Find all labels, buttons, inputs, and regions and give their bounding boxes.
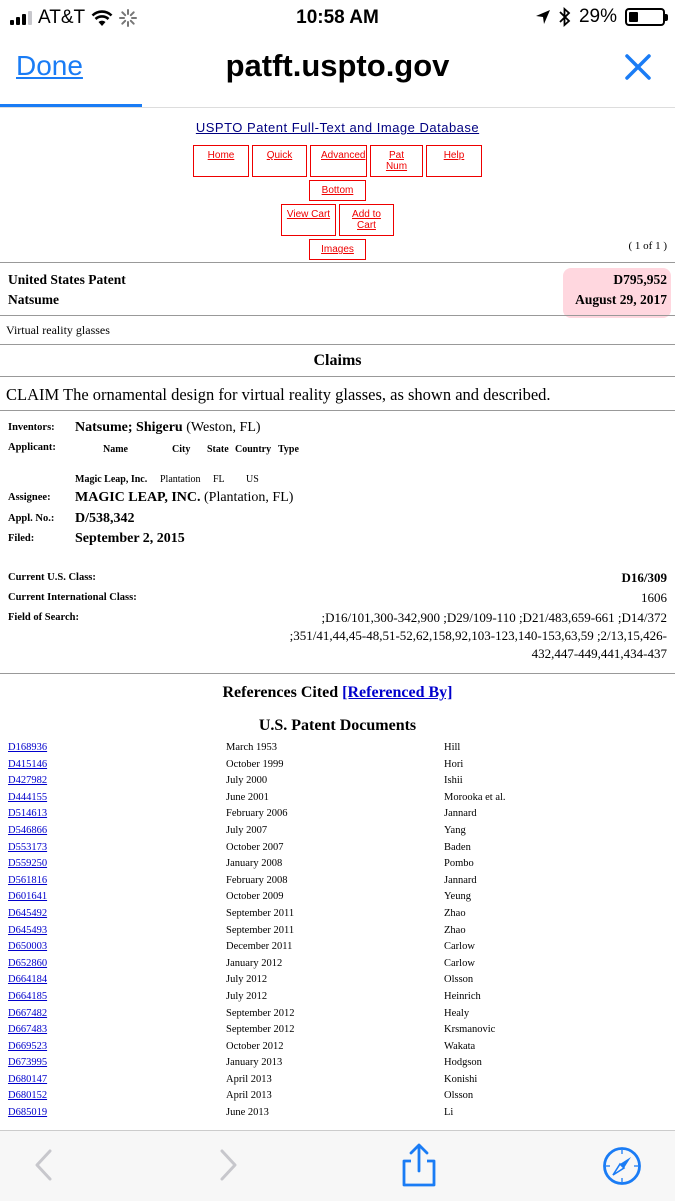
patent-number-link[interactable]: D664185 xyxy=(8,990,48,1002)
patent-number-link[interactable]: D427982 xyxy=(8,775,48,787)
references-table xyxy=(8,742,668,1124)
applicant-col-city: City xyxy=(172,444,191,455)
page-host-title: patft.uspto.gov xyxy=(225,48,450,83)
reference-date: December 2011 xyxy=(226,941,293,953)
reference-inventor: Carlow xyxy=(444,957,475,969)
web-page xyxy=(0,110,675,1119)
reference-inventor: Pombo xyxy=(444,858,474,870)
patent-number-link[interactable]: D645492 xyxy=(8,907,48,919)
images-button[interactable]: Images xyxy=(309,239,366,260)
reference-inventor: Zhao xyxy=(444,907,466,919)
advanced-button[interactable]: Advanced xyxy=(310,145,367,177)
table-row xyxy=(8,1024,668,1041)
reference-inventor: Morooka et al. xyxy=(444,791,506,803)
forward-icon[interactable] xyxy=(218,1148,240,1182)
patent-number-link[interactable]: D645493 xyxy=(8,924,48,936)
table-row xyxy=(8,1107,668,1124)
patent-number-link[interactable]: D664184 xyxy=(8,974,48,986)
applicant-col-type: Type xyxy=(278,444,299,455)
table-row xyxy=(8,825,668,842)
patent-number-link[interactable]: D667483 xyxy=(8,1024,48,1036)
browser-toolbar xyxy=(0,1130,675,1201)
patent-number-link[interactable]: D680147 xyxy=(8,1073,48,1085)
reference-date: February 2008 xyxy=(226,874,288,886)
appl-no-value: D/538,342 xyxy=(75,511,135,526)
table-row xyxy=(8,792,668,809)
us-class-value: D16/309 xyxy=(621,570,667,585)
appl-no-label: Appl. No.: xyxy=(8,513,55,524)
reference-date: January 2012 xyxy=(226,957,283,969)
applicant-label: Applicant: xyxy=(8,442,56,453)
safari-compass-icon[interactable] xyxy=(602,1146,642,1186)
reference-date: October 2009 xyxy=(226,891,284,903)
patent-number-link[interactable]: D514613 xyxy=(8,808,48,820)
table-row xyxy=(8,775,668,792)
intl-class-label: Current International Class: xyxy=(8,592,137,603)
reference-date: February 2006 xyxy=(226,808,288,820)
applicant-col-name: Name xyxy=(103,444,128,455)
reference-date: July 2007 xyxy=(226,824,268,836)
back-icon[interactable] xyxy=(32,1148,54,1182)
table-row xyxy=(8,958,668,975)
table-row xyxy=(8,908,668,925)
reference-date: September 2012 xyxy=(226,1007,295,1019)
patent-number-link[interactable]: D559250 xyxy=(8,858,48,870)
reference-date: September 2012 xyxy=(226,1024,295,1036)
field-of-search-line: ;D16/101,300-342,900 ;D29/109-110 ;D21/483,659-661 ;D14/372 xyxy=(321,610,667,625)
reference-date: March 1953 xyxy=(226,742,278,753)
page-count: ( 1 of 1 ) xyxy=(628,240,667,252)
assignee-label: Assignee: xyxy=(8,492,51,503)
close-icon[interactable] xyxy=(621,50,655,84)
filed-value: September 2, 2015 xyxy=(75,531,185,546)
inventors-label: Inventors: xyxy=(8,422,55,433)
reference-date: July 2012 xyxy=(226,990,268,1002)
reference-date: October 1999 xyxy=(226,758,284,770)
table-row xyxy=(8,742,668,759)
assignee-location: (Plantation, FL) xyxy=(204,490,294,505)
patent-number-link[interactable]: D415146 xyxy=(8,758,48,770)
table-row xyxy=(8,808,668,825)
table-row xyxy=(8,759,668,776)
patent-number-link[interactable]: D685019 xyxy=(8,1107,48,1119)
browser-nav-bar xyxy=(0,36,675,106)
patent-number-link[interactable]: D680152 xyxy=(8,1090,48,1102)
claim-text: CLAIM The ornamental design for virtual reality glasses, as shown and described. xyxy=(6,385,551,404)
share-icon[interactable] xyxy=(401,1143,437,1187)
location-arrow-icon xyxy=(535,9,551,25)
reference-date: January 2013 xyxy=(226,1057,283,1069)
reference-date: June 2001 xyxy=(226,791,269,803)
table-row xyxy=(8,1008,668,1025)
reference-date: April 2013 xyxy=(226,1073,272,1085)
bluetooth-icon xyxy=(559,7,571,27)
table-row xyxy=(8,858,668,875)
reference-date: June 2013 xyxy=(226,1107,269,1119)
view-cart-button[interactable]: View Cart xyxy=(281,204,336,236)
patent-number-link[interactable]: D561816 xyxy=(8,874,48,886)
reference-inventor: Olsson xyxy=(444,1090,474,1102)
help-button[interactable]: Help xyxy=(426,145,482,177)
table-row xyxy=(8,891,668,908)
reference-inventor: Carlow xyxy=(444,941,475,953)
done-button[interactable]: Done xyxy=(16,50,83,81)
patent-number-link[interactable]: D546866 xyxy=(8,824,48,836)
reference-inventor: Hill xyxy=(444,742,461,753)
claims-heading: Claims xyxy=(313,352,362,369)
referenced-by-link[interactable]: [Referenced By] xyxy=(342,684,453,701)
reference-inventor: Olsson xyxy=(444,974,474,986)
reference-inventor: Hori xyxy=(444,758,464,770)
patent-number-link[interactable]: D652860 xyxy=(8,957,48,969)
add-to-cart-button[interactable]: Add to Cart xyxy=(339,204,394,236)
patent-number-link[interactable]: D168936 xyxy=(8,742,48,753)
reference-inventor: Wakata xyxy=(444,1040,476,1052)
battery-percent: 29% xyxy=(578,6,617,27)
reference-inventor: Heinrich xyxy=(444,990,481,1002)
table-row xyxy=(8,991,668,1008)
patent-number-link[interactable]: D650003 xyxy=(8,941,48,953)
table-row xyxy=(8,1074,668,1091)
reference-inventor: Jannard xyxy=(444,874,477,886)
us-class-label: Current U.S. Class: xyxy=(8,572,96,583)
home-button[interactable]: Home xyxy=(193,145,249,177)
patent-number-link[interactable]: D673995 xyxy=(8,1057,48,1069)
patent-number-link[interactable]: D667482 xyxy=(8,1007,48,1019)
reference-inventor: Healy xyxy=(444,1007,470,1019)
reference-inventor: Ishii xyxy=(444,775,463,787)
table-row xyxy=(8,974,668,991)
reference-inventor: Baden xyxy=(444,841,471,853)
applicant-country: US xyxy=(246,474,259,485)
applicant-name: Magic Leap, Inc. xyxy=(75,474,148,485)
pat-num-button[interactable]: Pat Num xyxy=(370,145,423,177)
reference-date: April 2013 xyxy=(226,1090,272,1102)
patent-number: D795,952 xyxy=(613,272,667,287)
table-row xyxy=(8,1057,668,1074)
reference-date: October 2007 xyxy=(226,841,284,853)
inventor-short: Natsume xyxy=(8,292,59,307)
carrier-label: AT&T xyxy=(38,7,86,28)
reference-inventor: Hodgson xyxy=(444,1057,482,1069)
inventor-name: Natsume; Shigeru xyxy=(75,420,183,435)
patent-number-link[interactable]: D669523 xyxy=(8,1040,48,1052)
table-row xyxy=(8,842,668,859)
table-row xyxy=(8,1041,668,1058)
references-heading: References Cited xyxy=(222,684,339,701)
applicant-city: Plantation xyxy=(160,474,201,485)
assignee-name: MAGIC LEAP, INC. xyxy=(75,490,201,505)
status-bar xyxy=(0,0,675,36)
battery-icon xyxy=(625,8,665,26)
patent-number-link[interactable]: D553173 xyxy=(8,841,48,853)
field-of-search-line: 432,447-449,441,434-437 xyxy=(531,646,667,661)
reference-date: September 2011 xyxy=(226,907,295,919)
applicant-state: FL xyxy=(213,474,225,485)
table-row xyxy=(8,941,668,958)
reference-date: October 2012 xyxy=(226,1040,284,1052)
intl-class-value: 1606 xyxy=(641,590,667,605)
reference-date: September 2011 xyxy=(226,924,295,936)
patent-number-link[interactable]: D444155 xyxy=(8,791,48,803)
field-of-search-label: Field of Search: xyxy=(8,612,79,623)
us-patent-documents-heading: U.S. Patent Documents xyxy=(258,717,417,734)
clock: 10:58 AM xyxy=(296,7,379,28)
bottom-button[interactable]: Bottom xyxy=(309,180,366,201)
table-row xyxy=(8,1090,668,1107)
patent-type: United States Patent xyxy=(8,272,126,287)
applicant-col-country: Country xyxy=(235,444,272,455)
reference-date: July 2000 xyxy=(226,775,268,787)
reference-date: January 2008 xyxy=(226,858,283,870)
reference-inventor: Li xyxy=(444,1107,454,1119)
database-title-link[interactable]: USPTO Patent Full-Text and Image Database xyxy=(195,120,480,135)
filed-label: Filed: xyxy=(8,533,35,544)
quick-button[interactable]: Quick xyxy=(252,145,307,177)
inventor-location: (Weston, FL) xyxy=(186,420,261,435)
field-of-search-line: ;351/41,44,45-48,51-52,62,158,92,103-123,140-153,63,59 ;2/13,15,426- xyxy=(289,628,667,643)
patent-title: Virtual reality glasses xyxy=(6,323,110,337)
applicant-col-state: State xyxy=(207,444,229,455)
reference-inventor: Yang xyxy=(444,824,466,836)
reference-inventor: Yeung xyxy=(444,891,471,903)
patent-date: August 29, 2017 xyxy=(575,292,667,307)
reference-inventor: Konishi xyxy=(444,1073,478,1085)
table-row xyxy=(8,925,668,942)
table-row xyxy=(8,875,668,892)
patent-number-link[interactable]: D601641 xyxy=(8,891,48,903)
reference-inventor: Krsmanovic xyxy=(444,1024,496,1036)
reference-date: July 2012 xyxy=(226,974,268,986)
reference-inventor: Zhao xyxy=(444,924,466,936)
reference-inventor: Jannard xyxy=(444,808,477,820)
